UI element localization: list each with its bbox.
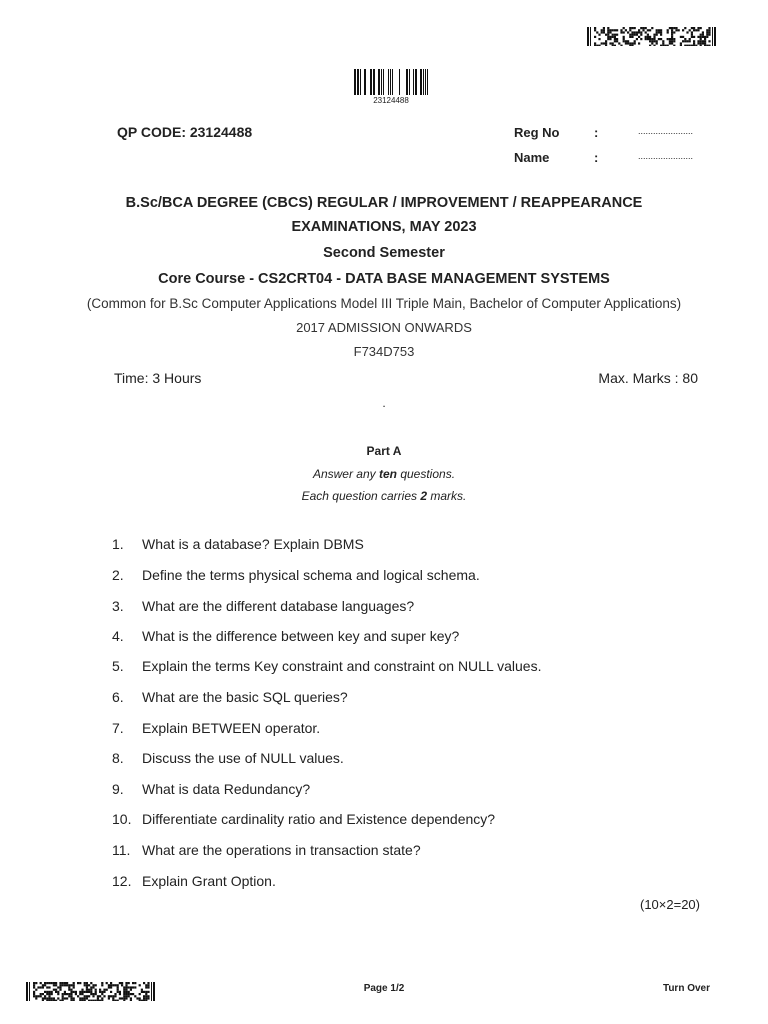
barcode-top-right bbox=[587, 27, 717, 46]
question-number: 1. bbox=[112, 536, 124, 552]
max-marks: Max. Marks : 80 bbox=[598, 370, 698, 386]
question-text: Explain the terms Key constraint and constraint on NULL values. bbox=[142, 658, 542, 674]
qp-code: QP CODE: 23124488 bbox=[117, 124, 253, 140]
question-text: What are the different database languages? bbox=[142, 598, 415, 614]
question-2 bbox=[112, 567, 480, 583]
question-text: Define the terms physical schema and logical schema. bbox=[142, 567, 480, 583]
question-number: 9. bbox=[112, 781, 124, 797]
instr2-b: 2 bbox=[420, 489, 428, 503]
name-label: Name bbox=[514, 150, 550, 165]
paper-code: F734D753 bbox=[353, 344, 415, 359]
question-7 bbox=[112, 720, 320, 736]
question-number: 5. bbox=[112, 658, 124, 674]
question-6 bbox=[112, 689, 348, 705]
barcode-number: 23124488 bbox=[373, 96, 409, 105]
question-text: What are the operations in transaction state? bbox=[142, 842, 421, 858]
common-for: (Common for B.Sc Computer Applications Model III Triple Main, Bachelor of Computer Applications) bbox=[86, 296, 682, 311]
page-number: Page 1/2 bbox=[363, 983, 405, 994]
marks-total: (10×2=20) bbox=[640, 897, 700, 912]
question-number: 3. bbox=[112, 598, 124, 614]
turn-over: Turn Over bbox=[662, 983, 710, 994]
reg-no-blank: ...................... bbox=[638, 126, 694, 136]
exam-title-line2: EXAMINATIONS, MAY 2023 bbox=[291, 219, 477, 235]
question-text: What is the difference between key and super key? bbox=[142, 628, 460, 644]
question-11 bbox=[112, 842, 421, 858]
question-number: 8. bbox=[112, 750, 124, 766]
question-text: Discuss the use of NULL values. bbox=[142, 750, 344, 766]
question-text: Differentiate cardinality ratio and Existence dependency? bbox=[142, 811, 496, 827]
question-text: What are the basic SQL queries? bbox=[142, 689, 348, 705]
name-blank: ...................... bbox=[638, 151, 694, 161]
question-number: 6. bbox=[112, 689, 124, 705]
dot-separator: . bbox=[382, 396, 386, 410]
part-a-title: Part A bbox=[366, 444, 402, 458]
part-a-instruction-1 bbox=[0, 467, 768, 481]
semester: Second Semester bbox=[323, 245, 445, 261]
barcode-graphic bbox=[354, 69, 428, 95]
instr2-c: marks. bbox=[427, 489, 467, 503]
course-title: Core Course - CS2CRT04 - DATA BASE MANAGEMENT SYSTEMS bbox=[158, 271, 610, 287]
question-text: What is data Redundancy? bbox=[142, 781, 311, 797]
exam-title-line1: B.Sc/BCA DEGREE (CBCS) REGULAR / IMPROVEMENT / REAPPEARANCE bbox=[125, 195, 643, 211]
question-number: 7. bbox=[112, 720, 124, 736]
question-number: 10. bbox=[112, 811, 132, 827]
question-number: 4. bbox=[112, 628, 124, 644]
question-12 bbox=[112, 873, 276, 889]
question-number: 2. bbox=[112, 567, 124, 583]
question-5 bbox=[112, 658, 541, 674]
question-number: 11. bbox=[112, 842, 131, 858]
name-colon: : bbox=[594, 150, 599, 165]
question-text: Explain Grant Option. bbox=[142, 873, 276, 889]
question-4 bbox=[112, 628, 459, 644]
question-text: What is a database? Explain DBMS bbox=[142, 536, 364, 552]
instr2-a: Each question carries bbox=[301, 489, 421, 503]
question-number: 12. bbox=[112, 873, 132, 889]
instr1-c: questions. bbox=[396, 467, 456, 481]
question-8 bbox=[112, 750, 344, 766]
question-1 bbox=[112, 536, 364, 552]
question-9 bbox=[112, 781, 310, 797]
question-3 bbox=[112, 598, 414, 614]
reg-no-label: Reg No bbox=[514, 125, 560, 140]
time: Time: 3 Hours bbox=[114, 370, 202, 386]
barcode-graphic bbox=[587, 27, 717, 46]
instr1-a: Answer any bbox=[312, 467, 379, 481]
instr1-b: ten bbox=[378, 467, 397, 481]
barcode-top-center bbox=[354, 69, 428, 95]
question-text: Explain BETWEEN operator. bbox=[142, 720, 321, 736]
reg-no-colon: : bbox=[594, 125, 599, 140]
question-10 bbox=[112, 811, 495, 827]
part-a-instruction-2 bbox=[0, 489, 768, 503]
admission: 2017 ADMISSION ONWARDS bbox=[296, 320, 472, 335]
